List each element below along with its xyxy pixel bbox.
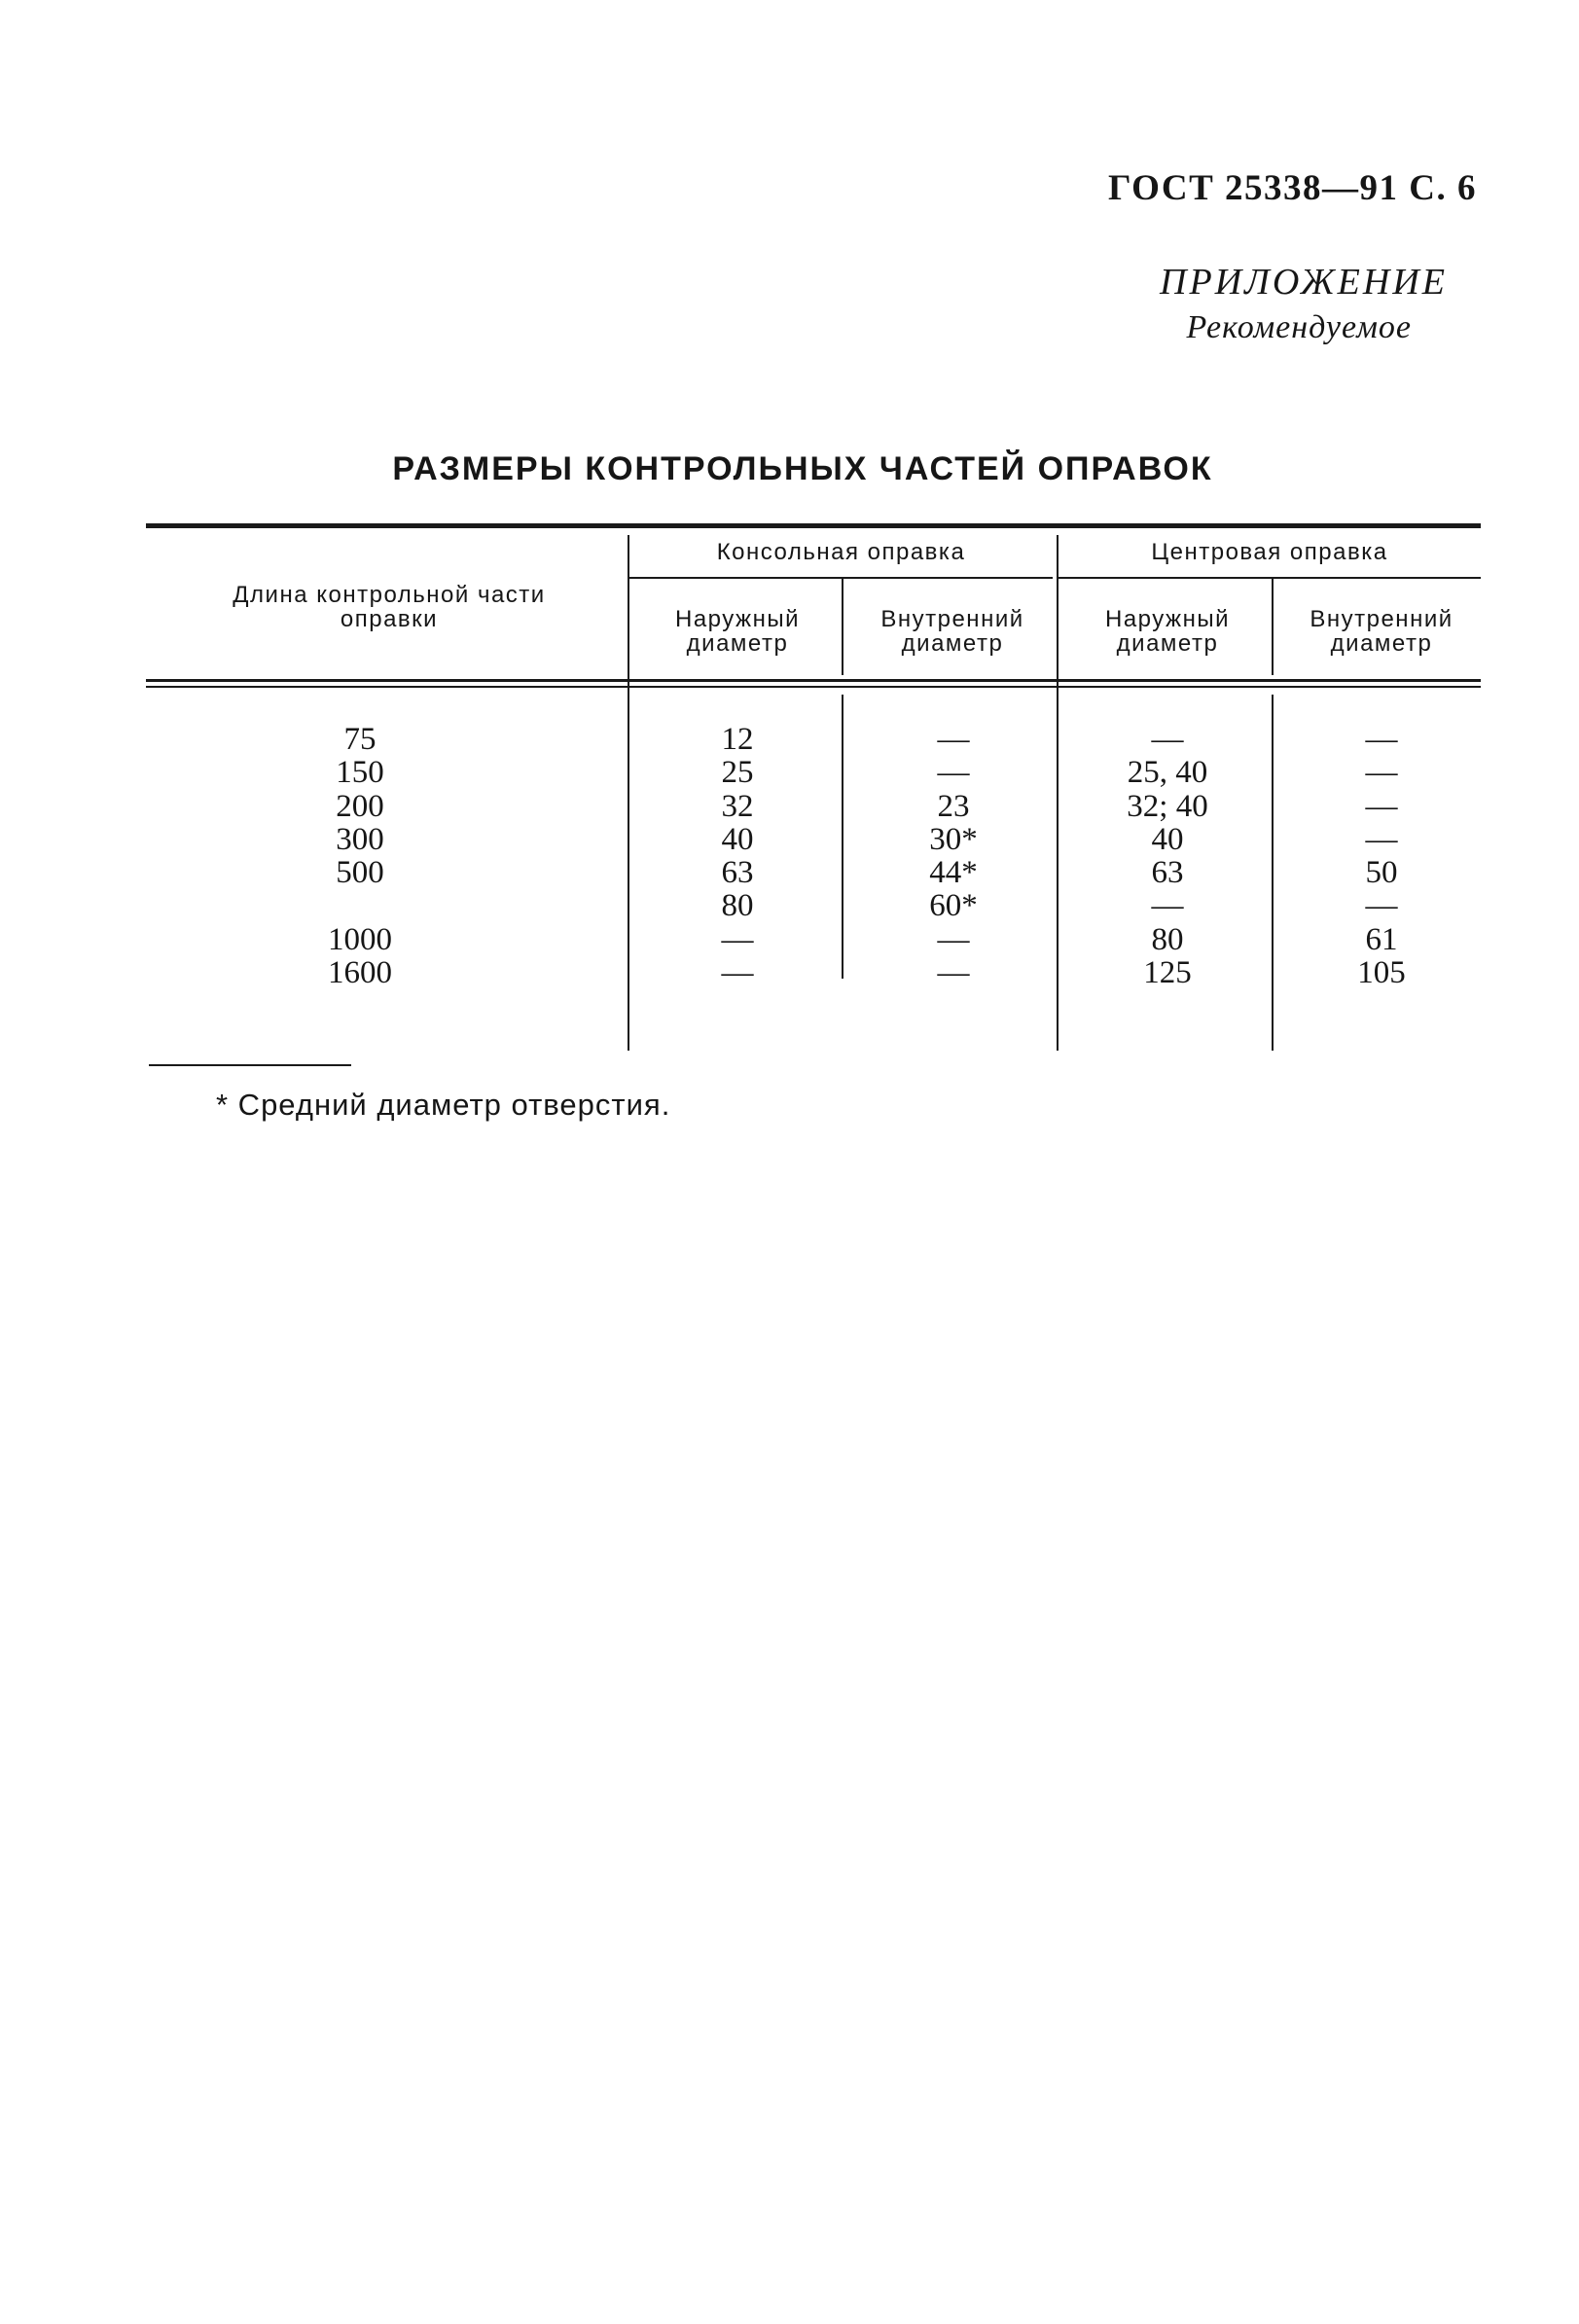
header-center-inner: Внутренний диаметр (1310, 606, 1453, 657)
cantilever-inner-cell: 44* (929, 855, 978, 891)
cantilever-inner-cell: — (937, 955, 970, 991)
header-length: Длина контрольной части оправки (233, 582, 546, 632)
center-outer-cell: 25, 40 (1127, 755, 1208, 791)
center-outer-cell: 80 (1151, 921, 1184, 957)
length-cell: 75 (343, 722, 377, 757)
cantilever-outer-cell: 80 (721, 888, 754, 924)
center-inner-cell: 61 (1365, 921, 1398, 957)
group-underline (1059, 577, 1481, 579)
table-title: РАЗМЕРЫ КОНТРОЛЬНЫХ ЧАСТЕЙ ОПРАВОК (392, 450, 1213, 487)
column-divider (1272, 695, 1274, 1051)
column-divider (628, 535, 629, 1051)
cantilever-outer-cell: 32 (721, 788, 754, 824)
column-divider (842, 578, 843, 675)
center-inner-cell: — (1365, 888, 1398, 924)
column-cantilever-outer (674, 723, 801, 989)
center-inner-cell: — (1365, 755, 1398, 791)
cantilever-inner-cell: — (937, 755, 970, 791)
column-center-outer (1090, 723, 1245, 989)
footnote: * Средний диаметр отверстия. (216, 1088, 671, 1122)
header-cantilever-outer: Наружный диаметр (675, 606, 800, 657)
center-outer-cell: 32; 40 (1127, 788, 1208, 824)
center-outer-cell: — (1151, 722, 1184, 757)
column-divider (1057, 535, 1059, 1051)
center-outer-cell: 40 (1151, 821, 1184, 857)
length-cell: 500 (336, 855, 384, 891)
column-cantilever-inner (885, 723, 1022, 989)
center-inner-cell: — (1365, 788, 1398, 824)
header-cantilever-mandrel: Консольная оправка (716, 539, 966, 565)
cantilever-outer-cell: 12 (721, 722, 754, 757)
center-outer-cell: 125 (1143, 955, 1192, 991)
cantilever-outer-cell: — (721, 921, 754, 957)
center-inner-cell: — (1365, 722, 1398, 757)
header-cantilever-inner: Внутренний диаметр (880, 606, 1024, 657)
center-inner-cell: — (1365, 821, 1398, 857)
center-inner-cell: 105 (1357, 955, 1406, 991)
cantilever-inner-cell: 60* (929, 888, 978, 924)
table-top-rule (146, 523, 1481, 528)
length-cell: 1000 (328, 921, 392, 957)
appendix-status: Рекомендуемое (1186, 309, 1412, 345)
cantilever-inner-cell: 30* (929, 821, 978, 857)
length-cell: 150 (336, 755, 384, 791)
center-inner-cell: 50 (1365, 855, 1398, 891)
center-outer-cell: — (1151, 888, 1184, 924)
cantilever-inner-cell: 23 (937, 788, 970, 824)
header-center-outer: Наружный диаметр (1105, 606, 1230, 657)
length-cell: 1600 (328, 955, 392, 991)
cantilever-inner-cell: — (937, 722, 970, 757)
column-divider (842, 695, 843, 979)
cantilever-outer-cell: 63 (721, 855, 754, 891)
appendix-label: ПРИЛОЖЕНИЕ (1160, 262, 1448, 303)
group-underline (629, 577, 1053, 579)
cantilever-inner-cell: — (937, 921, 970, 957)
document-reference: ГОСТ 25338—91 С. 6 (1108, 168, 1477, 208)
length-cell: 300 (336, 821, 384, 857)
column-divider (1272, 578, 1274, 675)
column-length (297, 723, 423, 989)
header-bottom-rule (146, 679, 1481, 682)
cantilever-outer-cell: 40 (721, 821, 754, 857)
header-bottom-rule (146, 686, 1481, 688)
length-cell (297, 889, 423, 922)
column-center-inner (1318, 723, 1445, 989)
cantilever-outer-cell: — (721, 955, 754, 991)
footnote-rule (149, 1064, 351, 1066)
cantilever-outer-cell: 25 (721, 755, 754, 791)
center-outer-cell: 63 (1151, 855, 1184, 891)
dimensions-table (146, 523, 1481, 1049)
header-center-mandrel: Центровая оправка (1151, 539, 1388, 565)
length-cell: 200 (336, 788, 384, 824)
